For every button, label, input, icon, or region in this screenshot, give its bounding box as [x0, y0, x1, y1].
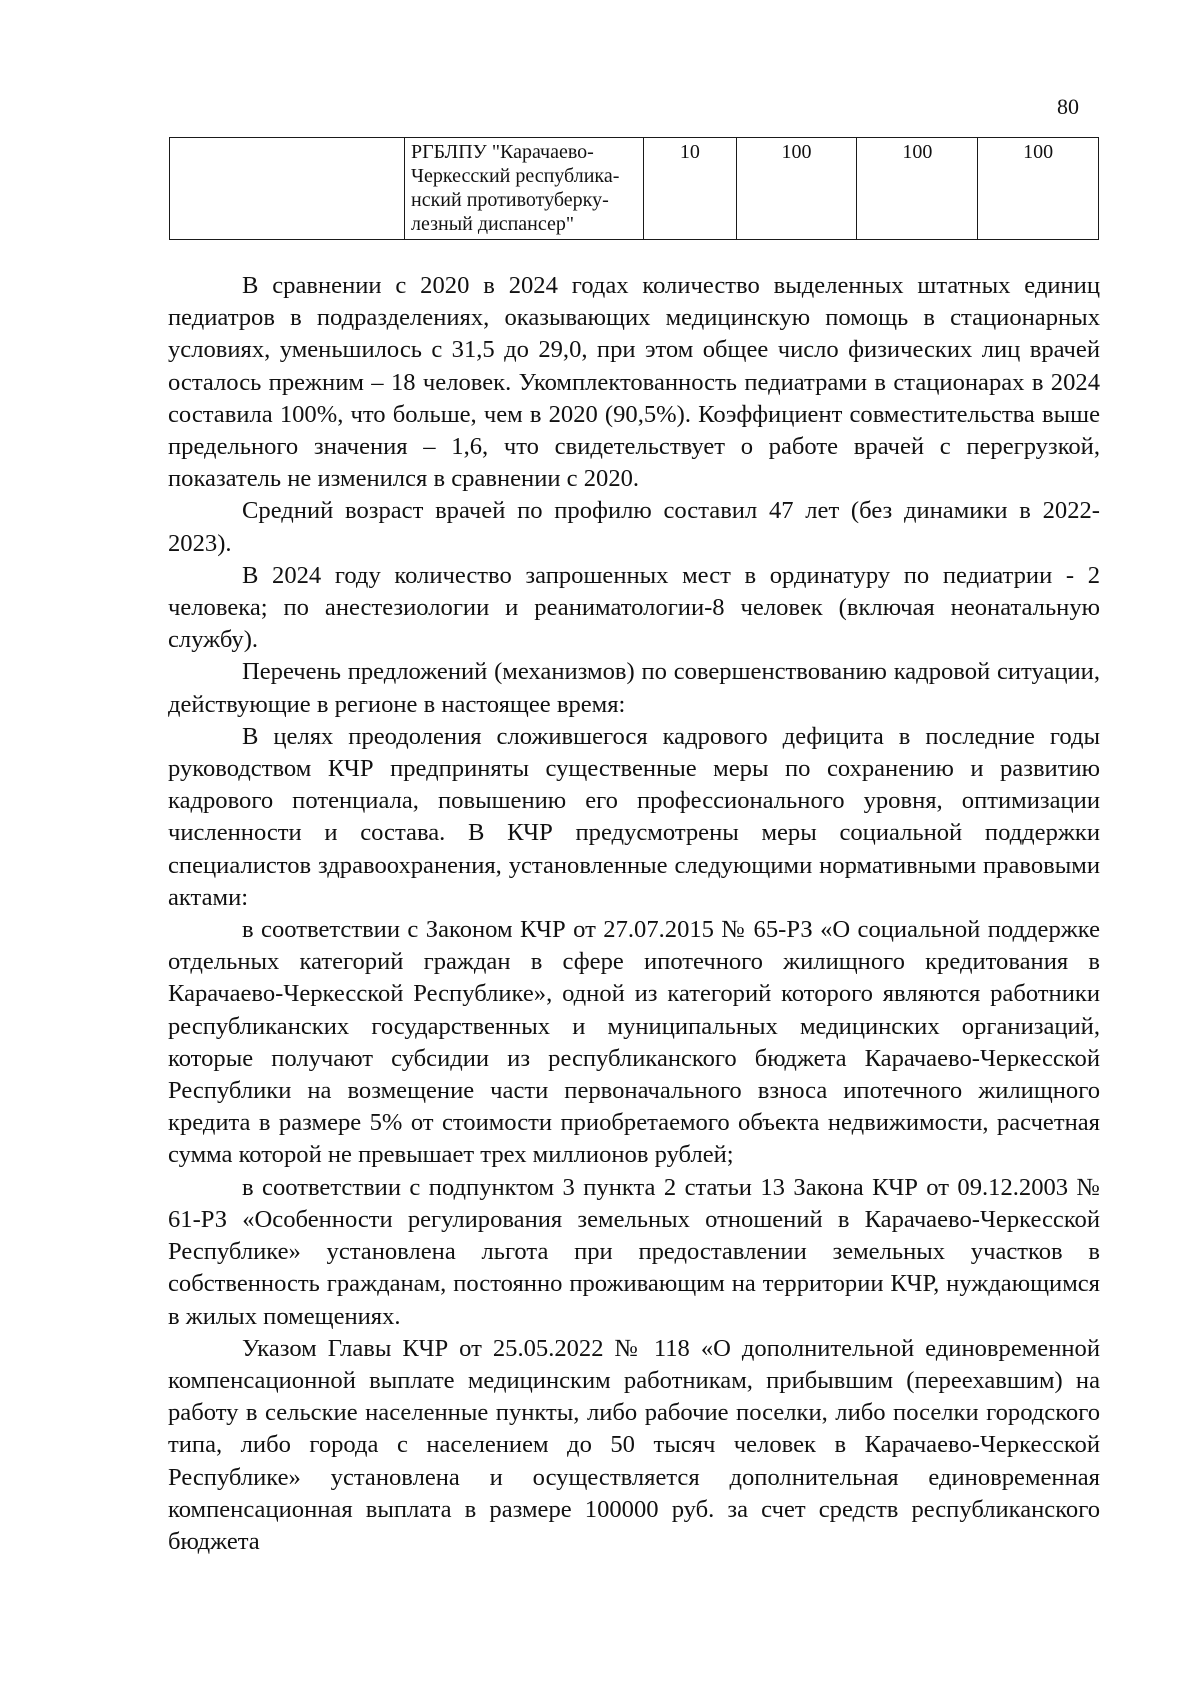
table-row [170, 138, 1099, 240]
body-text [168, 270, 1100, 1558]
paragraph: в соответствии с Законом КЧР от 27.07.2015 № 65-РЗ «О социальной поддержке отдельных категорий граждан в сфере ипотечного жилищного кредитования в Карачаево-Черкесской Республике», одной из категорий которого являются работники республиканских государственных и муниципальных медицинских организаций, которые получают субсидии из республиканского бюджета Карачаево-Черкесской Республики на возмещение части первоначального взноса ипотечного жилищного кредита в размере 5% от стоимости приобретаемого объекта недвижимости, расчетная сумма которой не превышает трех миллионов рублей; [168, 916, 1100, 1169]
table-cell-value: 10 [644, 138, 737, 240]
paragraph: В целях преодоления сложившегося кадрового дефицита в последние годы руководством КЧР предприняты существенные меры по сохранению и развитию кадрового потенциала, повышению его профессионального уровня, оптимизации численности и состава. В КЧР предусмотрены меры социальной поддержки специалистов здравоохранения, установленные следующими нормативными правовыми актами: [168, 722, 1100, 911]
paragraph: В 2024 году количество запрошенных мест в ординатуру по педиатрии - 2 человека; по анестезиологии и реаниматологии-8 человек (включая неонатальную службу). [168, 561, 1100, 654]
paragraph: Средний возраст врачей по профилю составил 47 лет (без динамики в 2022-2023). [168, 497, 1100, 557]
table-cell-value: 100 [736, 138, 857, 240]
table-cell-value: 100 [857, 138, 978, 240]
paragraph: в соответствии с подпунктом 3 пункта 2 статьи 13 Закона КЧР от 09.12.2003 № 61-РЗ «Особенности регулирования земельных отношений в Карачаево-Черкесской Республике» установлена льгота при предоставлении земельных участков в собственность гражданам, постоянно проживающим на территории КЧР, нуждающимся в жилых помещениях. [168, 1173, 1100, 1330]
page-number: 80 [1057, 94, 1079, 119]
paragraph: Перечень предложений (механизмов) по совершенствованию кадровой ситуации, действующие в регионе в настоящее время: [168, 658, 1100, 718]
table-continuation [169, 137, 1099, 240]
table-cell-value: 100 [978, 138, 1099, 240]
table-cell-empty [170, 138, 405, 240]
table-cell-organization: РГБЛПУ "Карачаево-Черкесский республика-нский противотуберку-лезный диспансер" [405, 138, 644, 240]
paragraph: В сравнении с 2020 в 2024 годах количество выделенных штатных единиц педиатров в подразделениях, оказывающих медицинскую помощь в стационарных условиях, уменьшилось с 31,5 до 29,0, при этом общее число физических лиц врачей осталось прежним – 18 человек. Укомплектованность педиатрами в стационарах в 2024 составила 100%, что больше, чем в 2020 (90,5%). Коэффициент совместительства выше предельного значения – 1,6, что свидетельствует о работе врачей с перегрузкой, показатель не изменился в сравнении с 2020. [168, 272, 1100, 493]
paragraph: Указом Главы КЧР от 25.05.2022 № 118 «О дополнительной единовременной компенсационной выплате медицинским работникам, прибывшим (переехавшим) на работу в сельские населенные пункты, либо рабочие поселки, либо поселки городского типа, либо города с населением до 50 тысяч человек в Карачаево-Черкесской Республике» установлена и осуществляется дополнительная единовременная компенсационная выплата в размере 100000 руб. за счет средств республиканского бюджета [168, 1334, 1100, 1555]
